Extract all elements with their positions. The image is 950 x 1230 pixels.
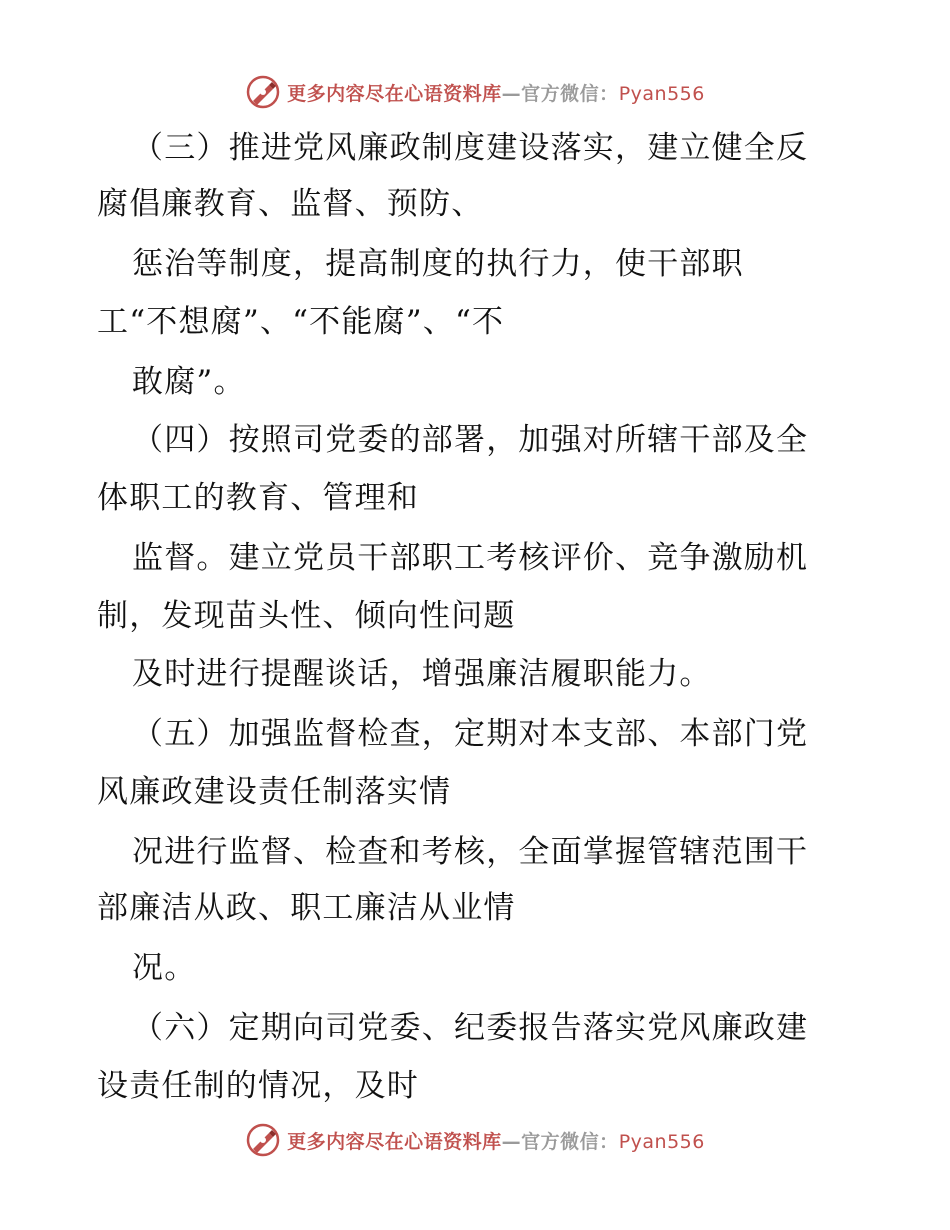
header-watermark-banner [0, 70, 950, 114]
text-line-12: 风廉政建设责任制落实情 [97, 774, 452, 810]
header-banner-main: 更多内容尽在心语资料库 [287, 82, 502, 105]
footer-banner-account: Pyan556 [618, 1130, 705, 1153]
text-line-11: （五）加强监督检查，定期对本支部、本部门党 [132, 716, 809, 752]
text-line-2: 腐倡廉教育、监督、预防、 [97, 186, 484, 222]
text-line-6: （四）按照司党委的部署，加强对所辖干部及全 [132, 422, 809, 458]
header-banner-label: 官方微信： [521, 82, 619, 105]
text-line-1: （三）推进党风廉政制度建设落实，建立健全反 [132, 130, 809, 166]
text-line-10: 及时进行提醒谈话，增强廉洁履职能力。 [132, 656, 712, 692]
text-line-5: 敢腐”。 [132, 364, 246, 400]
footer-banner-main: 更多内容尽在心语资料库 [287, 1130, 502, 1153]
text-line-4: 工“不想腐”、“不能腐”、“不 [97, 304, 505, 340]
footer-banner-label: 官方微信： [521, 1130, 619, 1153]
footer-banner-dash: — [501, 1130, 522, 1153]
header-banner-account: Pyan556 [618, 82, 705, 105]
pen-logo-icon [245, 74, 281, 110]
text-line-3: 惩治等制度，提高制度的执行力，使干部职 [132, 246, 744, 282]
text-line-14: 部廉洁从政、职工廉洁从业情 [97, 890, 516, 926]
header-banner-dash: — [501, 82, 522, 105]
text-line-17: 设责任制的情况，及时 [97, 1068, 419, 1104]
text-line-9: 制，发现苗头性、倾向性问题 [97, 598, 516, 634]
text-line-13: 况进行监督、检查和考核，全面掌握管辖范围干 [132, 834, 809, 870]
text-line-15: 况。 [132, 950, 197, 986]
footer-watermark-banner [0, 1118, 950, 1162]
text-line-8: 监督。建立党员干部职工考核评价、竞争激励机 [132, 540, 809, 576]
pen-logo-icon [245, 1122, 281, 1158]
header-banner-text [287, 79, 705, 106]
text-line-7: 体职工的教育、管理和 [97, 480, 419, 516]
text-line-16: （六）定期向司党委、纪委报告落实党风廉政建 [132, 1010, 809, 1046]
footer-banner-text [287, 1127, 705, 1154]
